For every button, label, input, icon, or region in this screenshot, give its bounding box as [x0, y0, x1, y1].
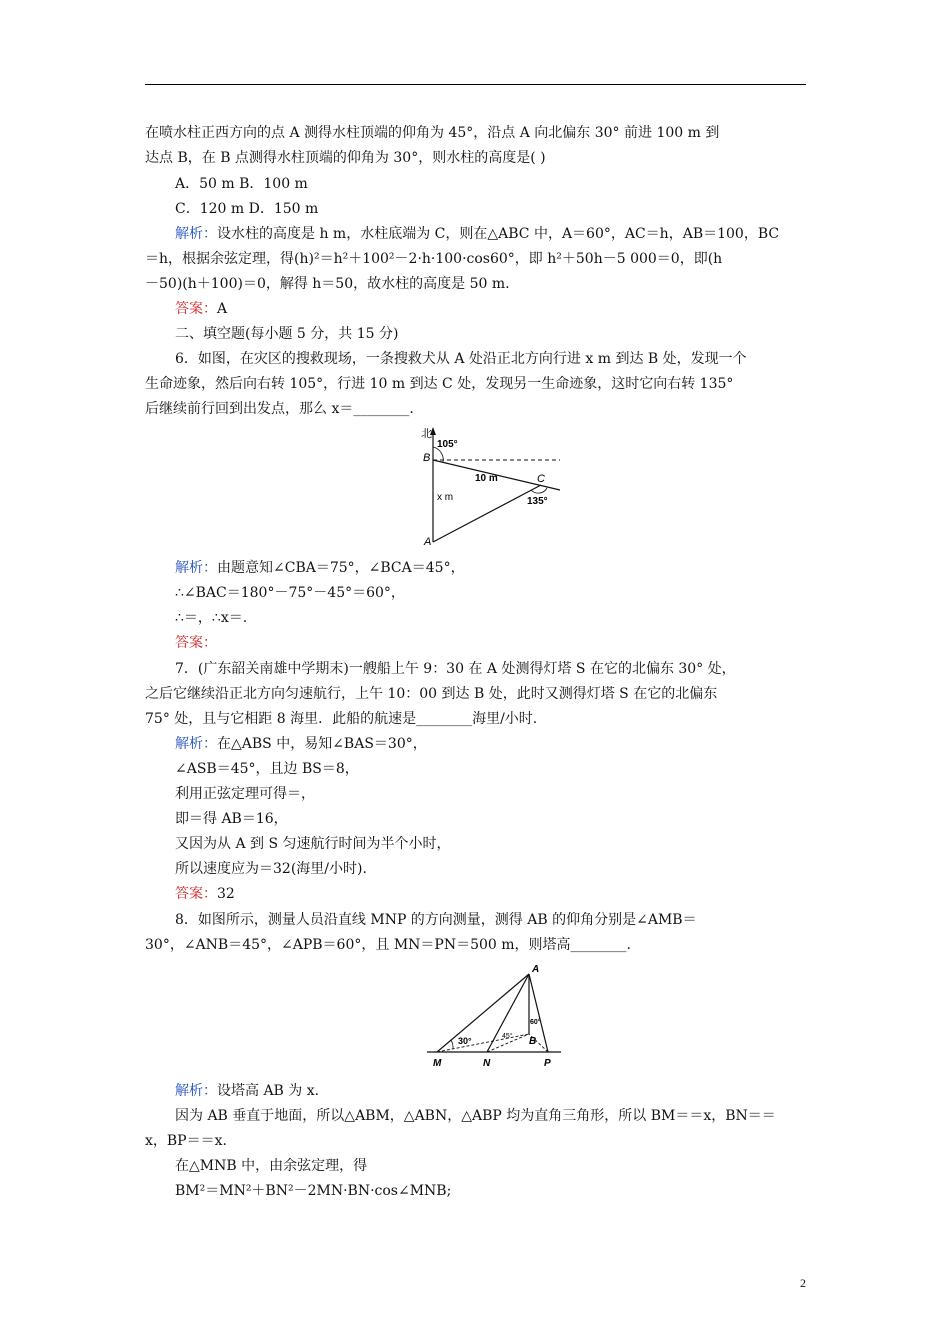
text-line: 因为 AB 垂直于地面，所以△ABM，△ABN，△ABP 均为直角三角形，所以 BM＝＝x，BN＝＝ [175, 1108, 776, 1124]
problem-6-line: 生命迹象，然后向右转 105°，行进 10 m 到达 C 处，发现另一生命迹象，这时它向右转 135° [145, 376, 734, 392]
tower-figure [425, 960, 570, 1072]
side-ab-label: x m [437, 492, 454, 503]
segment-mb [437, 1034, 529, 1052]
point-p-label: P [544, 1058, 551, 1069]
text-line: 在△MNB 中，由余弦定理，得 [175, 1158, 368, 1174]
text-line: 达点 B，在 B 点测得水柱顶端的仰角为 30°，则水柱的高度是( ) [145, 150, 546, 166]
point-n-label: N [483, 1058, 491, 1069]
angle-c-label: 135° [527, 496, 548, 507]
segment-an [487, 974, 529, 1052]
search-dog-figure [415, 425, 565, 550]
page-number: 2 [800, 1276, 806, 1290]
angle-arc-m [451, 1040, 453, 1049]
analysis-label: 解析： [175, 736, 217, 752]
analysis-text: 设水柱的高度是 h m，水柱底端为 C，则在△ABC 中，A＝60°，AC＝h，AB＝100，BC [217, 226, 780, 242]
problem-6-line: 6．如图，在灾区的搜救现场，一条搜救犬从 A 处沿正北方向行进 x m 到达 B 处，发现一个 [175, 351, 747, 367]
point-a-label: A [424, 536, 432, 548]
analysis-label: 解析： [175, 226, 217, 242]
analysis-text: 由题意知∠CBA＝75°，∠BCA＝45°， [217, 560, 465, 576]
text-line: ∠ASB＝45°，且边 BS＝8， [175, 761, 359, 777]
angle-p-label: 60° [530, 1019, 541, 1026]
text-line: －50)(h＋100)＝0，解得 h＝50，故水柱的高度是 50 m. [145, 276, 510, 292]
point-b-label: B [423, 452, 431, 464]
problem-7-line: 75° 处，且与它相距 8 海里．此船的航速是________海里/小时. [145, 711, 538, 727]
text-line: 在喷水柱正西方向的点 A 测得水柱顶端的仰角为 45°，沿点 A 向北偏东 30° 前进 100 m 到 [145, 125, 720, 141]
analysis-line [175, 558, 465, 578]
point-c-label: C [537, 473, 545, 485]
text-line: ＝h，根据余弦定理，得(h)²＝h²＋100²－2·h·100·cos60°，即 h²＋50h－5 000＝0，即(h [145, 251, 723, 267]
analysis-line [175, 734, 427, 754]
angle-n-label: 45° [502, 1033, 513, 1040]
north-label: 北 [421, 428, 432, 440]
section-heading: 二、填空题(每小题 5 分，共 15 分) [175, 326, 399, 342]
text-line: 即＝得 AB＝16， [175, 811, 288, 827]
answer-value: 32 [217, 886, 235, 902]
answer-line [175, 299, 227, 319]
text-line: BM²＝MN²＋BN²－2MN·BN·cos∠MNB; [175, 1183, 452, 1199]
problem-8-line: 30°，∠ANB＝45°，∠APB＝60°，且 MN＝PN＝500 m，则塔高________. [145, 937, 631, 953]
analysis-label: 解析： [175, 1083, 217, 1099]
option-line: A．50 m B．100 m [175, 176, 308, 192]
problem-7-line: 7．(广东韶关南雄中学期末)一艘船上午 9：30 在 A 处测得灯塔 S 在它的北偏东 30° 处， [175, 661, 736, 677]
answer-label: 答案： [175, 886, 217, 902]
angle-b-label: 105° [437, 439, 458, 450]
point-m-label: M [433, 1058, 442, 1069]
text-line: ∴＝，∴x＝. [175, 610, 248, 626]
analysis-line [175, 1081, 319, 1101]
analysis-text: 在△ABS 中，易知∠BAS＝30°， [217, 736, 427, 752]
text-line: x，BP＝＝x. [145, 1133, 227, 1149]
problem-8-line: 8．如图所示，测量人员沿直线 MNP 的方向测量，测得 AB 的仰角分别是∠AMB＝ [175, 912, 697, 928]
text-line: 所以速度应为＝32(海里/小时). [175, 861, 367, 877]
text-line: 又因为从 A 到 S 匀速航行时间为半个小时， [175, 836, 451, 852]
answer-value: A [217, 301, 228, 317]
analysis-text: 设塔高 AB 为 x. [217, 1083, 320, 1099]
problem-7-line: 之后它继续沿正北方向匀速航行，上午 10：00 到达 B 处，此时又测得灯塔 S 在它的北偏东 [145, 686, 718, 702]
text-line: ∴∠BAC＝180°－75°－45°＝60°， [175, 585, 405, 601]
angle-m-label: 30° [458, 1036, 472, 1046]
text-line: 利用正弦定理可得＝， [175, 786, 315, 802]
answer-label: 答案： [175, 635, 217, 651]
answer-line [175, 633, 217, 653]
analysis-label: 解析： [175, 560, 217, 576]
problem-6-line: 后继续前行回到出发点，那么 x＝________. [145, 401, 414, 417]
analysis-line [175, 224, 779, 244]
point-a-label: A [532, 964, 540, 975]
side-bc-label: 10 m [475, 473, 498, 484]
header-rule [145, 84, 806, 85]
answer-line [175, 884, 235, 904]
option-line: C．120 m D．150 m [175, 201, 319, 217]
point-b-label: B [529, 1036, 537, 1047]
answer-label: 答案： [175, 301, 217, 317]
